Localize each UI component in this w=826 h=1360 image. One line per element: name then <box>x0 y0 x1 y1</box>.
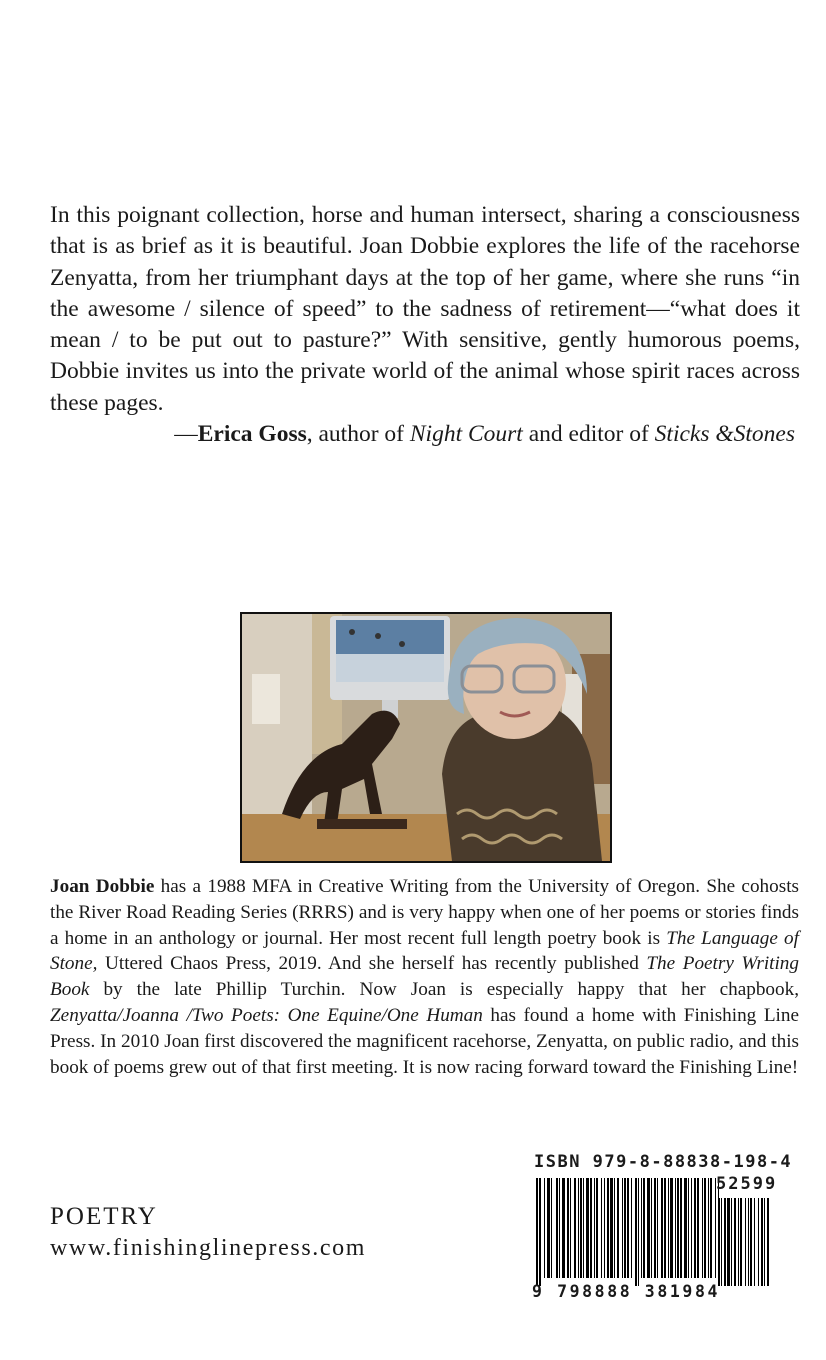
bio-text-4: has found a home with Finishing Line Press. In 2010 Joan first discovered the magnificent racehorse, Zenyatta, on public radio, and this book of poems grew out of that first meeting. It is now racing forward toward the Finishing Line! <box>50 1004 799 1078</box>
bio-book-title-2: The Poetry Writing Book <box>50 953 799 1001</box>
author-photo-illustration <box>242 614 610 861</box>
attribution-book-title: Night Court <box>409 421 523 447</box>
attribution-author: Erica Goss <box>197 421 307 447</box>
ean-digits: 9 798888 381984 <box>532 1282 721 1301</box>
bio-text-2: Uttered Chaos Press, 2019. And she herself has recently published <box>97 953 647 975</box>
attribution-dash: — <box>174 421 198 447</box>
back-cover-blurb: In this poignant collection, horse and human intersect, sharing a consciousness that is as brief as it is beautiful. Joan Dobbie explores the life of the racehorse Zenyatta, from her triumphant days at the top of her game, where she runs “in the awesome / silence of speed” to the sadness of retirement—“what does it mean / to be put out to pasture?” With sensitive, gently humorous poems, Dobbie invites us into the private world of the animal whose spirit races across these pages. <box>50 202 800 416</box>
isbn-number: ISBN 979-8-88838-198-4 <box>534 1152 793 1172</box>
bio-author-name: Joan Dobbie <box>50 876 155 897</box>
attribution-connector-2: and editor of <box>522 421 655 447</box>
attribution-connector: , author of <box>306 421 410 447</box>
publisher-website: www.finishinglinepress.com <box>50 1235 367 1261</box>
genre-label: POETRY <box>50 1203 158 1230</box>
bio-text-1: has a 1988 MFA in Creative Writing from the University of Oregon. She cohosts the River Road Reading Series (RRRS) and is very happy when one of her poems or stories finds a home in an anthology or journal. Her most recent full length poetry book is <box>50 876 799 949</box>
blurb-attribution <box>50 419 795 450</box>
bio-book-title-1: The Language of Stone, <box>50 927 799 975</box>
author-photo <box>240 612 612 863</box>
author-bio <box>50 874 799 1080</box>
isbn-barcode <box>520 1150 810 1310</box>
price-code: 52599 <box>716 1174 778 1194</box>
bio-book-title-3: Zenyatta/Joanna /Two Poets: One Equine/One Human <box>50 1004 483 1026</box>
bio-text-3: by the late Phillip Turchin. Now Joan is especially happy that her chapbook, <box>89 979 799 1001</box>
attribution-journal-title: Sticks &Stones <box>654 421 795 447</box>
